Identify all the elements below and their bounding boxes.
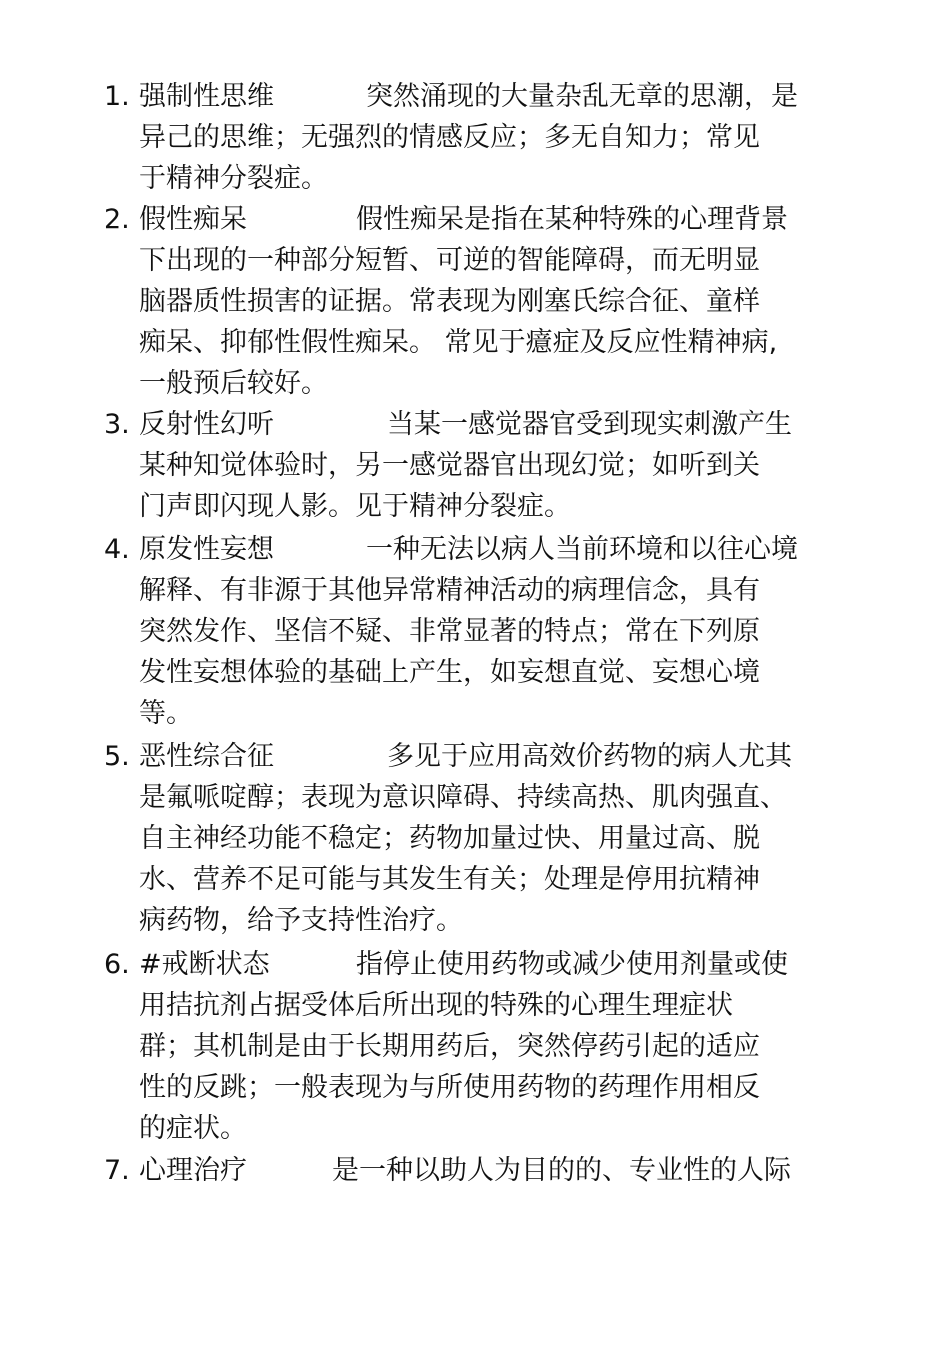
- definition-line: 指停止使用药物或减少使用剂量或使: [356, 949, 788, 980]
- item-term: 假性痴呆: [139, 204, 247, 235]
- definition-line: 当某一感觉器官受到现实刺激产生: [387, 409, 792, 440]
- item-term: 恶性综合征: [139, 741, 274, 772]
- definition-line: 异己的思维；无强烈的情感反应；多无自知力；常见: [139, 122, 760, 153]
- item-text: [139, 529, 929, 734]
- item-term: 强制性思维: [139, 81, 274, 112]
- definition-line: 多见于应用高效价药物的病人尤其: [387, 741, 792, 772]
- definition-line: 突然发作、坚信不疑、非常显著的特点；常在下列原: [139, 616, 760, 647]
- item-term: #戒断状态: [139, 949, 270, 980]
- item-number: 3.: [104, 409, 130, 440]
- definition-line: 一般预后较好。: [139, 368, 328, 399]
- item-text: [139, 199, 929, 404]
- item-number: 6.: [104, 949, 130, 980]
- item-text: [139, 736, 929, 941]
- definition-line: 是氟哌啶醇；表现为意识障碍、持续高热、肌肉强直、: [139, 782, 787, 813]
- definition-line: 发性妄想体验的基础上产生，如妄想直觉、妄想心境: [139, 657, 760, 688]
- item-number: 1.: [104, 81, 130, 112]
- item-term: 心理治疗: [139, 1155, 247, 1186]
- definition-line: 于精神分裂症。: [139, 163, 328, 194]
- item-text: [139, 1150, 929, 1191]
- item-term: 原发性妄想: [139, 534, 274, 565]
- item-number: 2.: [104, 204, 130, 235]
- definition-line: 的症状。: [139, 1113, 247, 1144]
- definition-line: 用拮抗剂占据受体后所出现的特殊的心理生理症状: [139, 990, 733, 1021]
- item-text: [139, 944, 929, 1149]
- item-number: 4.: [104, 534, 130, 565]
- definition-line: 等。: [139, 698, 193, 729]
- definition-line: 解释、有非源于其他异常精神活动的病理信念，具有: [139, 575, 760, 606]
- definition-line: 门声即闪现人影。见于精神分裂症。: [139, 491, 571, 522]
- definition-line: 是一种以助人为目的的、专业性的人际: [332, 1155, 791, 1186]
- definition-line: 病药物，给予支持性治疗。: [139, 905, 463, 936]
- definition-line: 群；其机制是由于长期用药后，突然停药引起的适应: [139, 1031, 760, 1062]
- item-number: 5.: [104, 741, 130, 772]
- definition-line: 一种无法以病人当前环境和以往心境: [366, 534, 798, 565]
- definition-line: 痴呆、抑郁性假性痴呆。 常见于癔症及反应性精神病,: [139, 327, 778, 358]
- definition-line: 水、营养不足可能与其发生有关；处理是停用抗精神: [139, 864, 760, 895]
- definition-line: 自主神经功能不稳定；药物加量过快、用量过高、脱: [139, 823, 760, 854]
- item-text: [139, 404, 929, 527]
- definition-line: 性的反跳；一般表现为与所使用药物的药理作用相反: [139, 1072, 760, 1103]
- definition-line: 下出现的一种部分短暂、可逆的智能障碍，而无明显: [139, 245, 760, 276]
- item-number: 7.: [104, 1155, 130, 1186]
- item-text: [139, 76, 929, 199]
- definition-line: 脑器质性损害的证据。常表现为刚塞氏综合征、童样: [139, 286, 760, 317]
- definition-line: 突然涌现的大量杂乱无章的思潮，是: [366, 81, 798, 112]
- definition-line: 假性痴呆是指在某种特殊的心理背景: [356, 204, 788, 235]
- definition-line: 某种知觉体验时，另一感觉器官出现幻觉；如听到关: [139, 450, 760, 481]
- item-term: 反射性幻听: [139, 409, 274, 440]
